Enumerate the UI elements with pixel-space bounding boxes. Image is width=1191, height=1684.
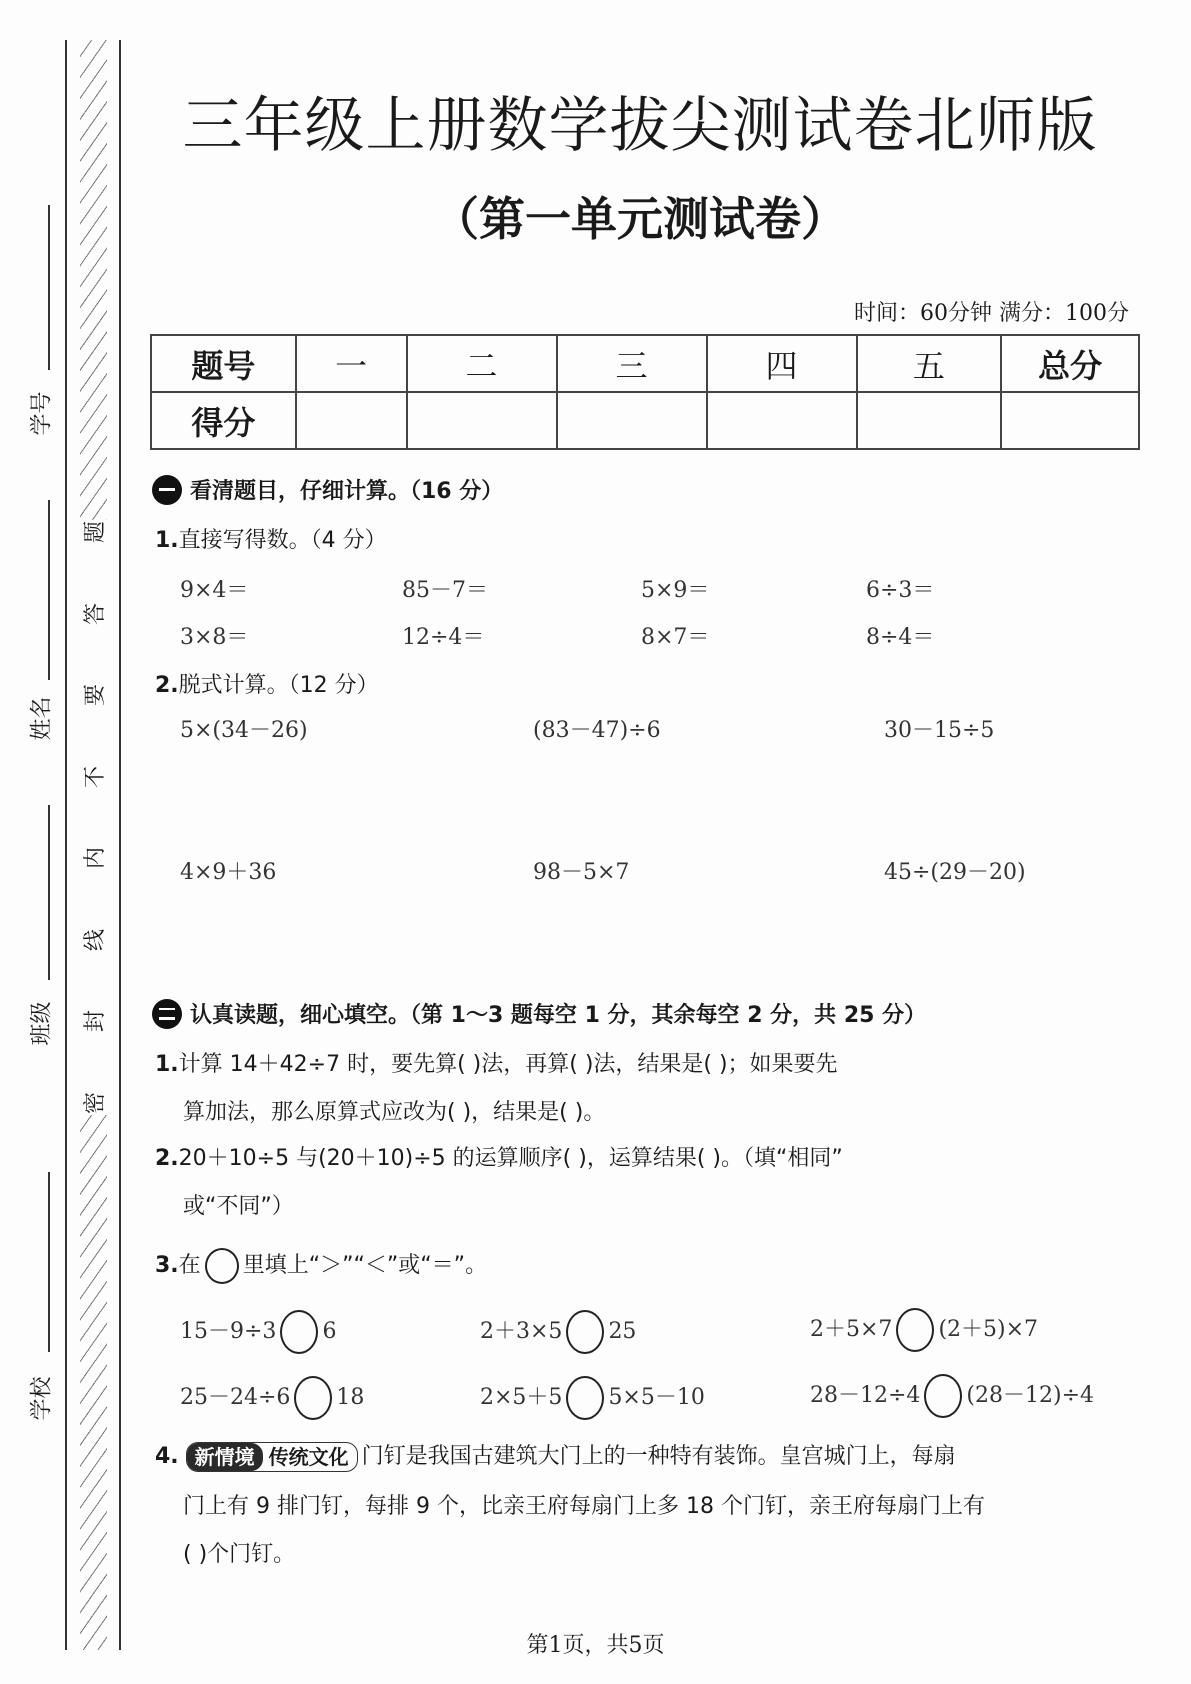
s2-question-1-line-1: 1.计算 14＋42÷7 时，要先算( )法，再算( )法，结果是( )；如果要先: [155, 1052, 838, 1077]
step-calc-item: (83－47)÷6: [533, 718, 661, 743]
score-header-cell: 五: [857, 335, 1002, 392]
oral-calc-item: 3×8＝: [180, 625, 249, 650]
s2-question-2-line-1: 2.20＋10÷5 与(20＋10)÷5 的运算顺序( )，运算结果( )。（填“相同”: [155, 1146, 843, 1171]
s2-question-1-line-2: 算加法，那么原算式应改为( )，结果是( )。: [183, 1100, 606, 1125]
step-calc-item: 4×9＋36: [180, 860, 277, 885]
s2-question-4-line-2: 门上有 9 排门钉，每排 9 个，比亲王府每扇门上多 18 个门钉，亲王府每扇门上有: [183, 1494, 985, 1519]
s2-question-4-line-3: ( )个门钉。: [183, 1542, 296, 1567]
s1-question-2: 2.脱式计算。（12 分）: [155, 673, 379, 698]
section-2-heading: 认真读题，细心填空。（第 1～3 题每空 1 分，其余每空 2 分，共 25 分）: [152, 998, 926, 1029]
score-header-row: [151, 335, 1139, 392]
name-label: 姓名: [29, 696, 55, 741]
score-header-cell: 三: [557, 335, 707, 392]
page-title: 三年级上册数学拔尖测试卷北师版: [182, 91, 1098, 161]
context-tag: [186, 1442, 358, 1472]
name-field[interactable]: [48, 500, 50, 680]
section-number-one-icon: [152, 475, 182, 505]
score-header-cell: 题号: [151, 335, 296, 392]
tag-traditional-culture: 传统文化: [268, 1445, 349, 1469]
compare-item: 2＋5×7 (2＋5)×7: [810, 1308, 1038, 1352]
tag-new-context: 新情境: [187, 1443, 263, 1471]
score-cell[interactable]: [1001, 392, 1139, 449]
score-header-cell: 总分: [1001, 335, 1139, 392]
section-number-two-icon: [152, 999, 182, 1029]
s2-question-3: 3.在 里填上“＞”“＜”或“＝”。: [155, 1248, 487, 1284]
score-table: [150, 334, 1140, 450]
compare-answer-circle[interactable]: [924, 1374, 962, 1418]
score-row-label: 得分: [151, 392, 296, 449]
step-calc-item: 45÷(29－20): [884, 860, 1026, 885]
student-id-field[interactable]: [48, 205, 50, 370]
compare-answer-circle[interactable]: [280, 1310, 318, 1354]
compare-answer-circle[interactable]: [294, 1376, 332, 1420]
score-cell[interactable]: [407, 392, 557, 449]
score-header-cell: 二: [407, 335, 557, 392]
compare-item: 15－9÷3 6: [180, 1310, 336, 1354]
oral-calc-item: 12÷4＝: [402, 625, 485, 650]
compare-circle-icon: [205, 1248, 239, 1284]
step-calc-item: 98－5×7: [533, 860, 630, 885]
margin-hatch-top: [80, 40, 107, 520]
seal-line-notice: 题 答 要 不 内 线 封 密: [82, 520, 108, 1114]
s2-question-2-line-2: 或“不同”）: [183, 1194, 294, 1219]
compare-answer-circle[interactable]: [566, 1310, 604, 1354]
score-cell[interactable]: [857, 392, 1002, 449]
compare-item: 2×5＋5 5×5－10: [480, 1376, 705, 1420]
class-label: 班级: [29, 1001, 55, 1046]
score-cell[interactable]: [557, 392, 707, 449]
binding-margin: [0, 0, 130, 1684]
step-calc-item: 5×(34－26): [180, 718, 308, 743]
oral-calc-item: 6÷3＝: [866, 578, 935, 603]
score-cell[interactable]: [296, 392, 407, 449]
exam-meta: 时间：60分钟 满分：100分: [854, 301, 1129, 326]
score-cell[interactable]: [707, 392, 857, 449]
school-field[interactable]: [48, 1172, 50, 1352]
compare-answer-circle[interactable]: [896, 1308, 934, 1352]
oral-calc-item: 8÷4＝: [866, 625, 935, 650]
compare-item: 28－12÷4 (28－12)÷4: [810, 1374, 1094, 1418]
s2-question-4-line-1: 4. 新情境 传统文化 门钉是我国古建筑大门上的一种特有装饰。皇宫城门上，每扇: [155, 1440, 956, 1474]
oral-calc-item: 5×9＝: [641, 578, 710, 603]
compare-item: 2＋3×5 25: [480, 1310, 636, 1354]
step-calc-item: 30－15÷5: [884, 718, 995, 743]
class-field[interactable]: [48, 805, 50, 980]
compare-answer-circle[interactable]: [566, 1376, 604, 1420]
oral-calc-item: 85－7＝: [402, 578, 488, 603]
score-header-cell: 四: [707, 335, 857, 392]
school-label: 学校: [29, 1376, 55, 1421]
oral-calc-item: 9×4＝: [180, 578, 249, 603]
section-1-heading: 看清题目，仔细计算。（16 分）: [152, 474, 503, 505]
compare-item: 25－24÷6 18: [180, 1376, 364, 1420]
score-value-row: [151, 392, 1139, 449]
student-id-label: 学号: [29, 391, 55, 436]
score-header-cell: 一: [296, 335, 407, 392]
s1-question-1: 1.直接写得数。（4 分）: [155, 528, 387, 553]
margin-line-inner: [119, 40, 121, 1650]
oral-calc-item: 8×7＝: [641, 625, 710, 650]
margin-line-outer: [65, 40, 67, 1650]
margin-hatch-bottom: [80, 1115, 107, 1650]
page-number: 第1页，共5页: [526, 1633, 665, 1658]
page-subtitle: （第一单元测试卷）: [433, 192, 847, 246]
